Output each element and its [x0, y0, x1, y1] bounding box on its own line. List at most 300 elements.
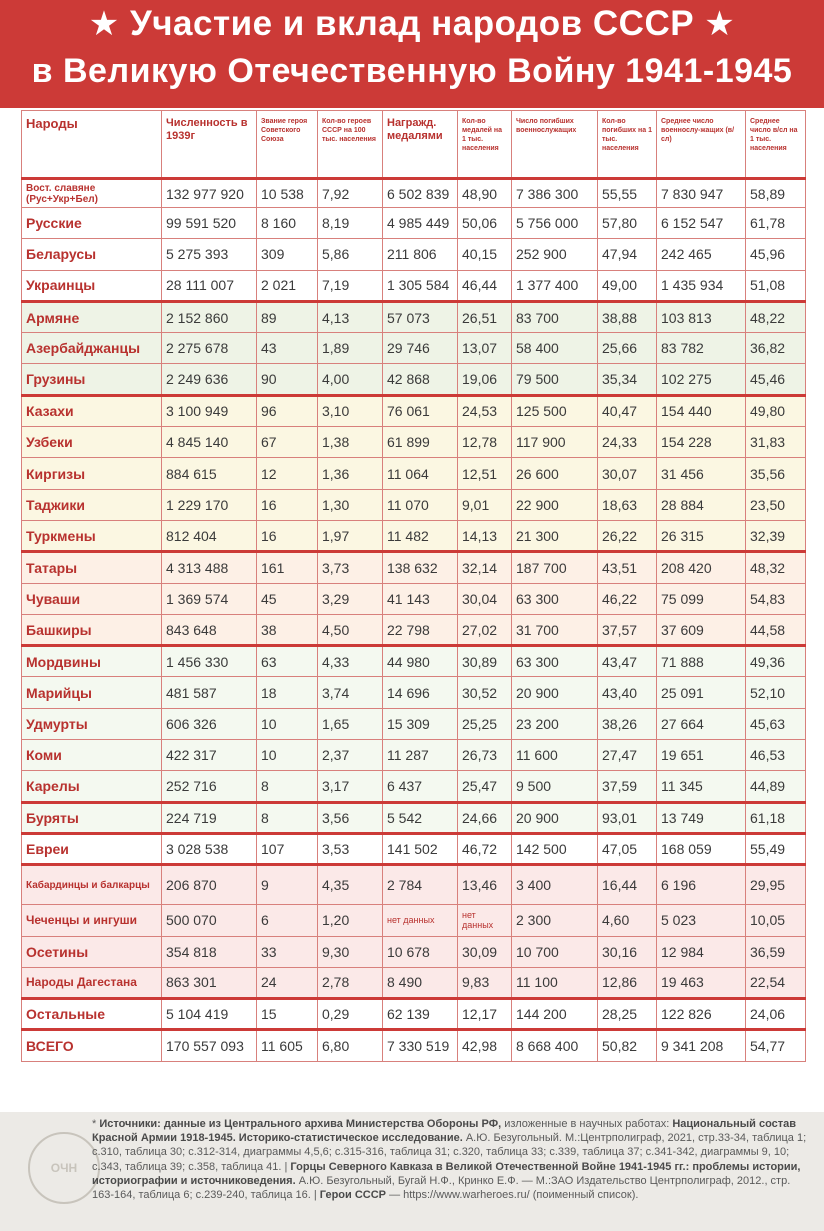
- col-header: Звание героя Советского Союза: [257, 111, 318, 179]
- nation-name: Народы Дагестана: [22, 967, 162, 998]
- nation-name: Остальные: [22, 999, 162, 1030]
- table-cell: 884 615: [162, 458, 257, 489]
- table-cell: 24: [257, 967, 318, 998]
- table-cell: 45: [257, 583, 318, 614]
- table-row: [22, 936, 806, 967]
- table-cell: 20 900: [512, 677, 598, 708]
- table-row: [22, 771, 806, 802]
- table-cell: 45,46: [746, 364, 806, 395]
- table-cell: 9,01: [458, 489, 512, 520]
- table-cell: 1,20: [318, 905, 383, 936]
- table-cell: 5 756 000: [512, 208, 598, 239]
- table-cell: 48,22: [746, 301, 806, 332]
- nation-name: Осетины: [22, 936, 162, 967]
- table-cell: 4,35: [318, 865, 383, 905]
- table-row: [22, 583, 806, 614]
- nation-name: Таджики: [22, 489, 162, 520]
- table-cell: 8 160: [257, 208, 318, 239]
- table-row: [22, 364, 806, 395]
- nation-name: Марийцы: [22, 677, 162, 708]
- work-1-title: Национальный состав Красной Армии 1918-1945. Историко-статистическое исследование.: [92, 1118, 797, 1145]
- table-cell: 168 059: [657, 833, 746, 864]
- table-cell: 122 826: [657, 999, 746, 1030]
- table-cell: 7,19: [318, 270, 383, 301]
- nation-name: ВСЕГО: [22, 1030, 162, 1061]
- col-header: Число погибших военнослужащих: [512, 111, 598, 179]
- table-cell: 6 152 547: [657, 208, 746, 239]
- table-cell: 63 300: [512, 646, 598, 677]
- table-cell: 11 064: [383, 458, 458, 489]
- nation-name: Коми: [22, 740, 162, 771]
- table-cell: 1 377 400: [512, 270, 598, 301]
- table-cell: 3 100 949: [162, 395, 257, 426]
- table-cell: 161: [257, 552, 318, 583]
- table-cell: 22,54: [746, 967, 806, 998]
- table-cell: 47,94: [598, 239, 657, 270]
- nation-name: Татары: [22, 552, 162, 583]
- table-cell: 54,77: [746, 1030, 806, 1061]
- table-row: [22, 301, 806, 332]
- table-cell: 2 784: [383, 865, 458, 905]
- table-cell: 37,59: [598, 771, 657, 802]
- work-2-title: Горцы Северного Кавказа в Великой Отечественной Войне 1941-1945 гг.: проблемы истории, историографии и источниковедения.: [92, 1160, 801, 1187]
- table-cell: 481 587: [162, 677, 257, 708]
- table-cell: 2 300: [512, 905, 598, 936]
- title-banner: [0, 0, 824, 108]
- table-cell: 43,47: [598, 646, 657, 677]
- table-cell: 5 023: [657, 905, 746, 936]
- table-cell: 22 798: [383, 614, 458, 645]
- nation-name: Башкиры: [22, 614, 162, 645]
- table-cell: 211 806: [383, 239, 458, 270]
- table-cell: 61,18: [746, 802, 806, 833]
- table-cell: 25 091: [657, 677, 746, 708]
- table-cell: 96: [257, 395, 318, 426]
- table-cell: 61 899: [383, 427, 458, 458]
- table-cell: 48,90: [458, 179, 512, 208]
- title-text-1: Участие и вклад народов СССР: [129, 4, 695, 43]
- table-cell: 28,25: [598, 999, 657, 1030]
- table-cell: 89: [257, 301, 318, 332]
- table-cell: 3 028 538: [162, 833, 257, 864]
- table-cell: 4 313 488: [162, 552, 257, 583]
- table-cell: 43,40: [598, 677, 657, 708]
- table-cell: 11 100: [512, 967, 598, 998]
- table-cell: 11 482: [383, 520, 458, 551]
- sources-text: * Источники: данные из Центрального архива Министерства Обороны РФ, изложенные в научных работах: Национальный состав Красной Армии 1918-1945. Историко-статистическое исследование. А.Ю. Безугольный. М.:Центрполиграф, 2021, стр.33-34, таблица 1; с.310, таблица 30; с.312-314, диаграммы 4,5,6; с.315-316, таблица 31; с.320, таблица 33; с.339, таблица 37; с.341-342, диаграммы 9, 10; с.343, таблица 39; с.358, таблица 41. | Горцы Северного Кавказа в Великой Отечественной Войне 1941-1945 гг.: проблемы истории, историографии и источниковедения. А.Ю. Безугольный, Бугай Н.Ф., Кринко Е.Ф. — М.:ЗАО Издательство Центрполиграф, 2012., стр. 163-164, таблица 6; с.239-240, таблица 16. | Герои СССР — https://www.warheroes.ru/ (поименный список).: [92, 1118, 807, 1202]
- table-cell: 61,78: [746, 208, 806, 239]
- table-cell: 5 104 419: [162, 999, 257, 1030]
- work-1-ref: А.Ю. Безугольный. М.:Центрполиграф, 2021, стр.33-34, таблица 1; с.310, таблица 30; с.312-314, диаграммы 4,5,6; с.315-316, таблица 31; с.320, таблица 33; с.339, таблица 37; с.341-342, диаграммы 9, 10; с.343, таблица 39; с.358, таблица 41.: [92, 1132, 807, 1173]
- table-cell: 812 404: [162, 520, 257, 551]
- table-cell: 38,26: [598, 708, 657, 739]
- table-cell: 2,78: [318, 967, 383, 998]
- table-cell: 4,00: [318, 364, 383, 395]
- table-cell: 5,86: [318, 239, 383, 270]
- table-cell: 30,89: [458, 646, 512, 677]
- table-cell: 18,63: [598, 489, 657, 520]
- table-cell: 51,08: [746, 270, 806, 301]
- table-cell: 30,04: [458, 583, 512, 614]
- table-row: [22, 270, 806, 301]
- table-cell: 55,55: [598, 179, 657, 208]
- nation-name: Карелы: [22, 771, 162, 802]
- table-cell: 3,10: [318, 395, 383, 426]
- table-cell: 15: [257, 999, 318, 1030]
- table-cell: 31,83: [746, 427, 806, 458]
- table-cell: 1,89: [318, 333, 383, 364]
- table-cell: 11 600: [512, 740, 598, 771]
- nation-name: Туркмены: [22, 520, 162, 551]
- table-cell: 252 716: [162, 771, 257, 802]
- table-cell: 5 275 393: [162, 239, 257, 270]
- table-cell: 42 868: [383, 364, 458, 395]
- table-cell: 154 228: [657, 427, 746, 458]
- table-cell: 2 152 860: [162, 301, 257, 332]
- title-line-2: в Великую Отечественную Войну 1941-1945: [31, 52, 793, 90]
- total-row: [22, 1030, 806, 1061]
- table-cell: 10 678: [383, 936, 458, 967]
- table-row: [22, 967, 806, 998]
- table-cell: 1 229 170: [162, 489, 257, 520]
- table-cell: 38: [257, 614, 318, 645]
- table-cell: 8: [257, 802, 318, 833]
- sources-label: Источники:: [99, 1118, 161, 1130]
- table-cell: 50,06: [458, 208, 512, 239]
- table-cell: 18: [257, 677, 318, 708]
- table-cell: 24,53: [458, 395, 512, 426]
- table-cell: 142 500: [512, 833, 598, 864]
- table-cell: 27 664: [657, 708, 746, 739]
- table-cell: 58 400: [512, 333, 598, 364]
- col-header: Кол-во погибших на 1 тыс. населения: [598, 111, 657, 179]
- table-cell: 75 099: [657, 583, 746, 614]
- table-cell: 2 249 636: [162, 364, 257, 395]
- table-cell: 26,51: [458, 301, 512, 332]
- nation-name: Армяне: [22, 301, 162, 332]
- table-cell: 12,17: [458, 999, 512, 1030]
- table-cell: 4,50: [318, 614, 383, 645]
- table-cell: 20 900: [512, 802, 598, 833]
- table-cell: 36,82: [746, 333, 806, 364]
- table-cell: 32,14: [458, 552, 512, 583]
- table-cell: 33: [257, 936, 318, 967]
- table-cell: 24,33: [598, 427, 657, 458]
- table-cell: 21 300: [512, 520, 598, 551]
- table-cell: 10 538: [257, 179, 318, 208]
- table-cell: 9 500: [512, 771, 598, 802]
- table-cell: 6: [257, 905, 318, 936]
- table-cell: 30,09: [458, 936, 512, 967]
- stamp-logo: ОЧН: [28, 1132, 100, 1204]
- table-cell: 54,83: [746, 583, 806, 614]
- table-cell: 45,63: [746, 708, 806, 739]
- nation-name: Евреи: [22, 833, 162, 864]
- table-cell: 38,88: [598, 301, 657, 332]
- table-row: [22, 614, 806, 645]
- nation-name: Буряты: [22, 802, 162, 833]
- table-cell: 16: [257, 520, 318, 551]
- table-row: [22, 905, 806, 936]
- nation-name: Грузины: [22, 364, 162, 395]
- table-cell: 26 315: [657, 520, 746, 551]
- table-cell: 27,47: [598, 740, 657, 771]
- table-row: [22, 802, 806, 833]
- table-row: [22, 865, 806, 905]
- table-cell: 48,32: [746, 552, 806, 583]
- sources-footer: [0, 1112, 824, 1231]
- table-cell: 46,44: [458, 270, 512, 301]
- table-cell: 25,47: [458, 771, 512, 802]
- table-cell: нет данных: [383, 905, 458, 936]
- nation-name: Мордвины: [22, 646, 162, 677]
- table-cell: 3,53: [318, 833, 383, 864]
- table-cell: 12,51: [458, 458, 512, 489]
- table-cell: 50,82: [598, 1030, 657, 1061]
- table-cell: 44,89: [746, 771, 806, 802]
- table-cell: 7 330 519: [383, 1030, 458, 1061]
- table-cell: 46,22: [598, 583, 657, 614]
- table-cell: 41 143: [383, 583, 458, 614]
- table-cell: 11 345: [657, 771, 746, 802]
- table-cell: 15 309: [383, 708, 458, 739]
- table-cell: 1 456 330: [162, 646, 257, 677]
- table-cell: 19 651: [657, 740, 746, 771]
- table-cell: 28 111 007: [162, 270, 257, 301]
- table-row: [22, 395, 806, 426]
- table-row: [22, 489, 806, 520]
- table-cell: 19,06: [458, 364, 512, 395]
- heroes-label: Герои СССР: [319, 1189, 387, 1202]
- table-cell: 10: [257, 740, 318, 771]
- table-cell: 55,49: [746, 833, 806, 864]
- table-cell: 102 275: [657, 364, 746, 395]
- table-row: [22, 708, 806, 739]
- table-row: [22, 999, 806, 1030]
- table-cell: 40,15: [458, 239, 512, 270]
- table-cell: 31 456: [657, 458, 746, 489]
- nation-name: Киргизы: [22, 458, 162, 489]
- table-cell: 30,16: [598, 936, 657, 967]
- table-cell: 1,36: [318, 458, 383, 489]
- table-cell: 0,29: [318, 999, 383, 1030]
- title-line-1: [0, 4, 824, 44]
- data-table: [21, 110, 806, 1062]
- table-cell: 26 600: [512, 458, 598, 489]
- table-cell: 47,05: [598, 833, 657, 864]
- nation-name: Удмурты: [22, 708, 162, 739]
- table-cell: 26,73: [458, 740, 512, 771]
- table-cell: 23 200: [512, 708, 598, 739]
- nation-name: Беларусы: [22, 239, 162, 270]
- table-cell: 44,58: [746, 614, 806, 645]
- col-header: Среднее число военнослу-жащих (в/сл): [657, 111, 746, 179]
- nation-name: Казахи: [22, 395, 162, 426]
- table-cell: 25,66: [598, 333, 657, 364]
- table-cell: 13 749: [657, 802, 746, 833]
- heroes-link-text: — https://www.warheroes.ru/ (поименный список).: [389, 1189, 639, 1202]
- table-cell: 7 386 300: [512, 179, 598, 208]
- table-cell: 843 648: [162, 614, 257, 645]
- table-cell: 187 700: [512, 552, 598, 583]
- table-cell: 29 746: [383, 333, 458, 364]
- table-cell: 206 870: [162, 865, 257, 905]
- table-cell: 1 435 934: [657, 270, 746, 301]
- table-cell: 1 305 584: [383, 270, 458, 301]
- table-cell: 606 326: [162, 708, 257, 739]
- table-cell: 30,52: [458, 677, 512, 708]
- table-cell: 4,33: [318, 646, 383, 677]
- table-cell: 16,44: [598, 865, 657, 905]
- table-cell: 8,19: [318, 208, 383, 239]
- table-row: [22, 740, 806, 771]
- table-cell: 46,53: [746, 740, 806, 771]
- table-cell: 13,07: [458, 333, 512, 364]
- table-row: [22, 646, 806, 677]
- table-cell: 12: [257, 458, 318, 489]
- table-cell: 252 900: [512, 239, 598, 270]
- star-icon: ★: [704, 5, 736, 43]
- nation-name: Чуваши: [22, 583, 162, 614]
- table-cell: 62 139: [383, 999, 458, 1030]
- table-cell: 9: [257, 865, 318, 905]
- col-header: Среднее число в/сл на 1 тыс. населения: [746, 111, 806, 179]
- table-cell: 57,80: [598, 208, 657, 239]
- table-cell: 9,83: [458, 967, 512, 998]
- nation-name: Русские: [22, 208, 162, 239]
- table-cell: нет данных: [458, 905, 512, 936]
- table-cell: 12,86: [598, 967, 657, 998]
- nation-name: Кабардинцы и балкарцы: [22, 865, 162, 905]
- table-row: [22, 552, 806, 583]
- table-cell: 144 200: [512, 999, 598, 1030]
- table-row: [22, 520, 806, 551]
- table-cell: 10: [257, 708, 318, 739]
- table-cell: 12 984: [657, 936, 746, 967]
- table-row: [22, 458, 806, 489]
- table-cell: 27,02: [458, 614, 512, 645]
- table-cell: 8 490: [383, 967, 458, 998]
- table-cell: 42,98: [458, 1030, 512, 1061]
- table-cell: 224 719: [162, 802, 257, 833]
- table-cell: 3,17: [318, 771, 383, 802]
- table-cell: 125 500: [512, 395, 598, 426]
- col-header: Кол-во героев СССР на 100 тыс. населения: [318, 111, 383, 179]
- table-cell: 71 888: [657, 646, 746, 677]
- table-cell: 1,38: [318, 427, 383, 458]
- table-cell: 40,47: [598, 395, 657, 426]
- nation-name: Чеченцы и ингуши: [22, 905, 162, 936]
- table-cell: 1,30: [318, 489, 383, 520]
- table-cell: 63 300: [512, 583, 598, 614]
- table-cell: 19 463: [657, 967, 746, 998]
- table-cell: 24,66: [458, 802, 512, 833]
- table-cell: 1,65: [318, 708, 383, 739]
- table-cell: 3,74: [318, 677, 383, 708]
- table-cell: 2 021: [257, 270, 318, 301]
- table-cell: 28 884: [657, 489, 746, 520]
- table-cell: 4,60: [598, 905, 657, 936]
- table-cell: 49,00: [598, 270, 657, 301]
- table-cell: 57 073: [383, 301, 458, 332]
- table-cell: 3 400: [512, 865, 598, 905]
- table-cell: 76 061: [383, 395, 458, 426]
- table-cell: 26,22: [598, 520, 657, 551]
- table-cell: 11 070: [383, 489, 458, 520]
- table-cell: 3,56: [318, 802, 383, 833]
- col-header: Кол-во медалей на 1 тыс. населения: [458, 111, 512, 179]
- table-cell: 141 502: [383, 833, 458, 864]
- table-cell: 43,51: [598, 552, 657, 583]
- nation-name: Азербайджанцы: [22, 333, 162, 364]
- table-cell: 3,73: [318, 552, 383, 583]
- table-cell: 99 591 520: [162, 208, 257, 239]
- table-cell: 16: [257, 489, 318, 520]
- table-cell: 11 605: [257, 1030, 318, 1061]
- table-row: [22, 179, 806, 208]
- table-cell: 90: [257, 364, 318, 395]
- table-cell: 8: [257, 771, 318, 802]
- table-cell: 10,05: [746, 905, 806, 936]
- col-header: Народы: [22, 111, 162, 179]
- table-cell: 25,25: [458, 708, 512, 739]
- table-cell: 24,06: [746, 999, 806, 1030]
- nation-name: Узбеки: [22, 427, 162, 458]
- table-cell: 170 557 093: [162, 1030, 257, 1061]
- table-cell: 103 813: [657, 301, 746, 332]
- table-cell: 45,96: [746, 239, 806, 270]
- table-cell: 8 668 400: [512, 1030, 598, 1061]
- table-cell: 58,89: [746, 179, 806, 208]
- table-cell: 9,30: [318, 936, 383, 967]
- table-cell: 35,34: [598, 364, 657, 395]
- table-cell: 154 440: [657, 395, 746, 426]
- table-cell: 6 437: [383, 771, 458, 802]
- table-cell: 52,10: [746, 677, 806, 708]
- table-cell: 6,80: [318, 1030, 383, 1061]
- table-cell: 46,72: [458, 833, 512, 864]
- table-cell: 32,39: [746, 520, 806, 551]
- table-cell: 107: [257, 833, 318, 864]
- table-cell: 4 985 449: [383, 208, 458, 239]
- table-cell: 354 818: [162, 936, 257, 967]
- table-cell: 7,92: [318, 179, 383, 208]
- table-cell: 1,97: [318, 520, 383, 551]
- table-cell: 4 845 140: [162, 427, 257, 458]
- table-cell: 29,95: [746, 865, 806, 905]
- table-cell: 863 301: [162, 967, 257, 998]
- table-cell: 11 287: [383, 740, 458, 771]
- table-cell: 93,01: [598, 802, 657, 833]
- table-cell: 12,78: [458, 427, 512, 458]
- table-row: [22, 833, 806, 864]
- table-cell: 1 369 574: [162, 583, 257, 614]
- table-cell: 242 465: [657, 239, 746, 270]
- table-cell: 67: [257, 427, 318, 458]
- col-header: Численность в 1939г: [162, 111, 257, 179]
- work-2-ref: А.Ю. Безугольный, Бугай Н.Ф., Кринко Е.Ф. — М.:ЗАО Издательство Центрполиграф, 2012., стр. 163-164, таблица 6; с.239-240, таблица 16.: [92, 1174, 791, 1202]
- table-cell: 30,07: [598, 458, 657, 489]
- table-cell: 2 275 678: [162, 333, 257, 364]
- nation-name: Вост. славяне (Рус+Укр+Бел): [22, 179, 162, 208]
- table-cell: 117 900: [512, 427, 598, 458]
- table-cell: 79 500: [512, 364, 598, 395]
- table-row: [22, 239, 806, 270]
- table-row: [22, 333, 806, 364]
- table-cell: 500 070: [162, 905, 257, 936]
- table-cell: 208 420: [657, 552, 746, 583]
- table-cell: 43: [257, 333, 318, 364]
